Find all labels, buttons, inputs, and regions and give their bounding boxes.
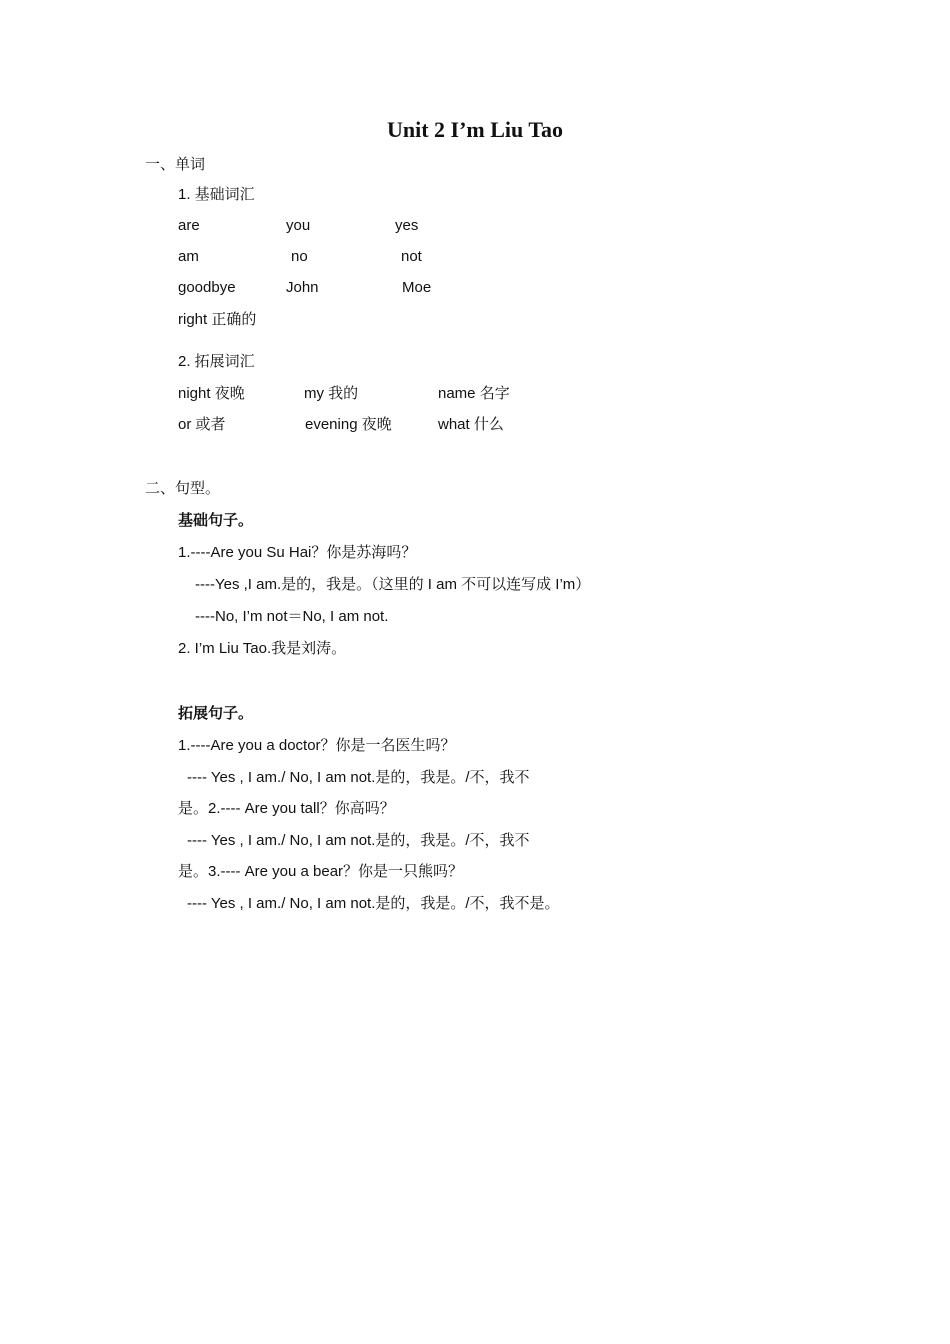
vocab-word: you — [286, 217, 311, 234]
vocab-word: am — [178, 248, 199, 265]
vocab-word: yes — [395, 217, 419, 234]
vocab-word: goodbye — [178, 279, 236, 296]
sentence-line: 1.----Are you Su Hai？你是苏海吗？ — [178, 544, 417, 561]
sentence-line: 是。2.---- Are you tall？你高吗？ — [178, 800, 395, 817]
document-title: Unit 2 I’m Liu Tao — [386, 117, 564, 142]
vocab-word: my 我的 — [304, 385, 359, 402]
sentence-line: 2. I’m Liu Tao.我是刘涛。 — [178, 640, 347, 657]
vocab-word: right 正确的 — [178, 311, 257, 328]
vocab-word: name 名字 — [438, 385, 510, 402]
sentence-line: ----Yes ,I am.是的，我是。（这里的 I am 不可以连写成 I’m） — [195, 576, 591, 593]
sentence-line: 是。3.---- Are you a bear？你是一只熊吗？ — [178, 863, 464, 880]
vocab-word: not — [401, 248, 422, 265]
vocab-word: evening 夜晚 — [305, 416, 392, 433]
sentence-line: ---- Yes , I am./ No, I am not.是的，我是。/不，我不 — [187, 832, 530, 849]
sentence-line: ---- Yes , I am./ No, I am not.是的，我是。/不，我不是。 — [187, 895, 560, 912]
vocab-word: John — [286, 279, 319, 296]
section-heading-vocabulary: 一、单词 — [145, 156, 206, 173]
basic-vocab-label: 1. 基础词汇 — [178, 186, 255, 203]
basic-sentences-heading: 基础句子。 — [178, 512, 254, 529]
vocab-word: what 什么 — [438, 416, 504, 433]
sentence-line: 1.----Are you a doctor？你是一名医生吗？ — [178, 737, 456, 754]
sentence-line: ---- Yes , I am./ No, I am not.是的，我是。/不，我不 — [187, 769, 530, 786]
vocab-word: or 或者 — [178, 416, 226, 433]
section-heading-sentences: 二、句型。 — [145, 480, 221, 497]
vocab-word: Moe — [402, 279, 432, 296]
extended-sentences-heading: 拓展句子。 — [178, 705, 254, 722]
vocab-word: are — [178, 217, 200, 234]
sentence-line: ----No, I’m not＝No, I am not. — [195, 608, 389, 625]
extended-vocab-label: 2. 拓展词汇 — [178, 353, 255, 370]
vocab-word: no — [291, 248, 308, 265]
vocab-word: night 夜晚 — [178, 385, 245, 402]
